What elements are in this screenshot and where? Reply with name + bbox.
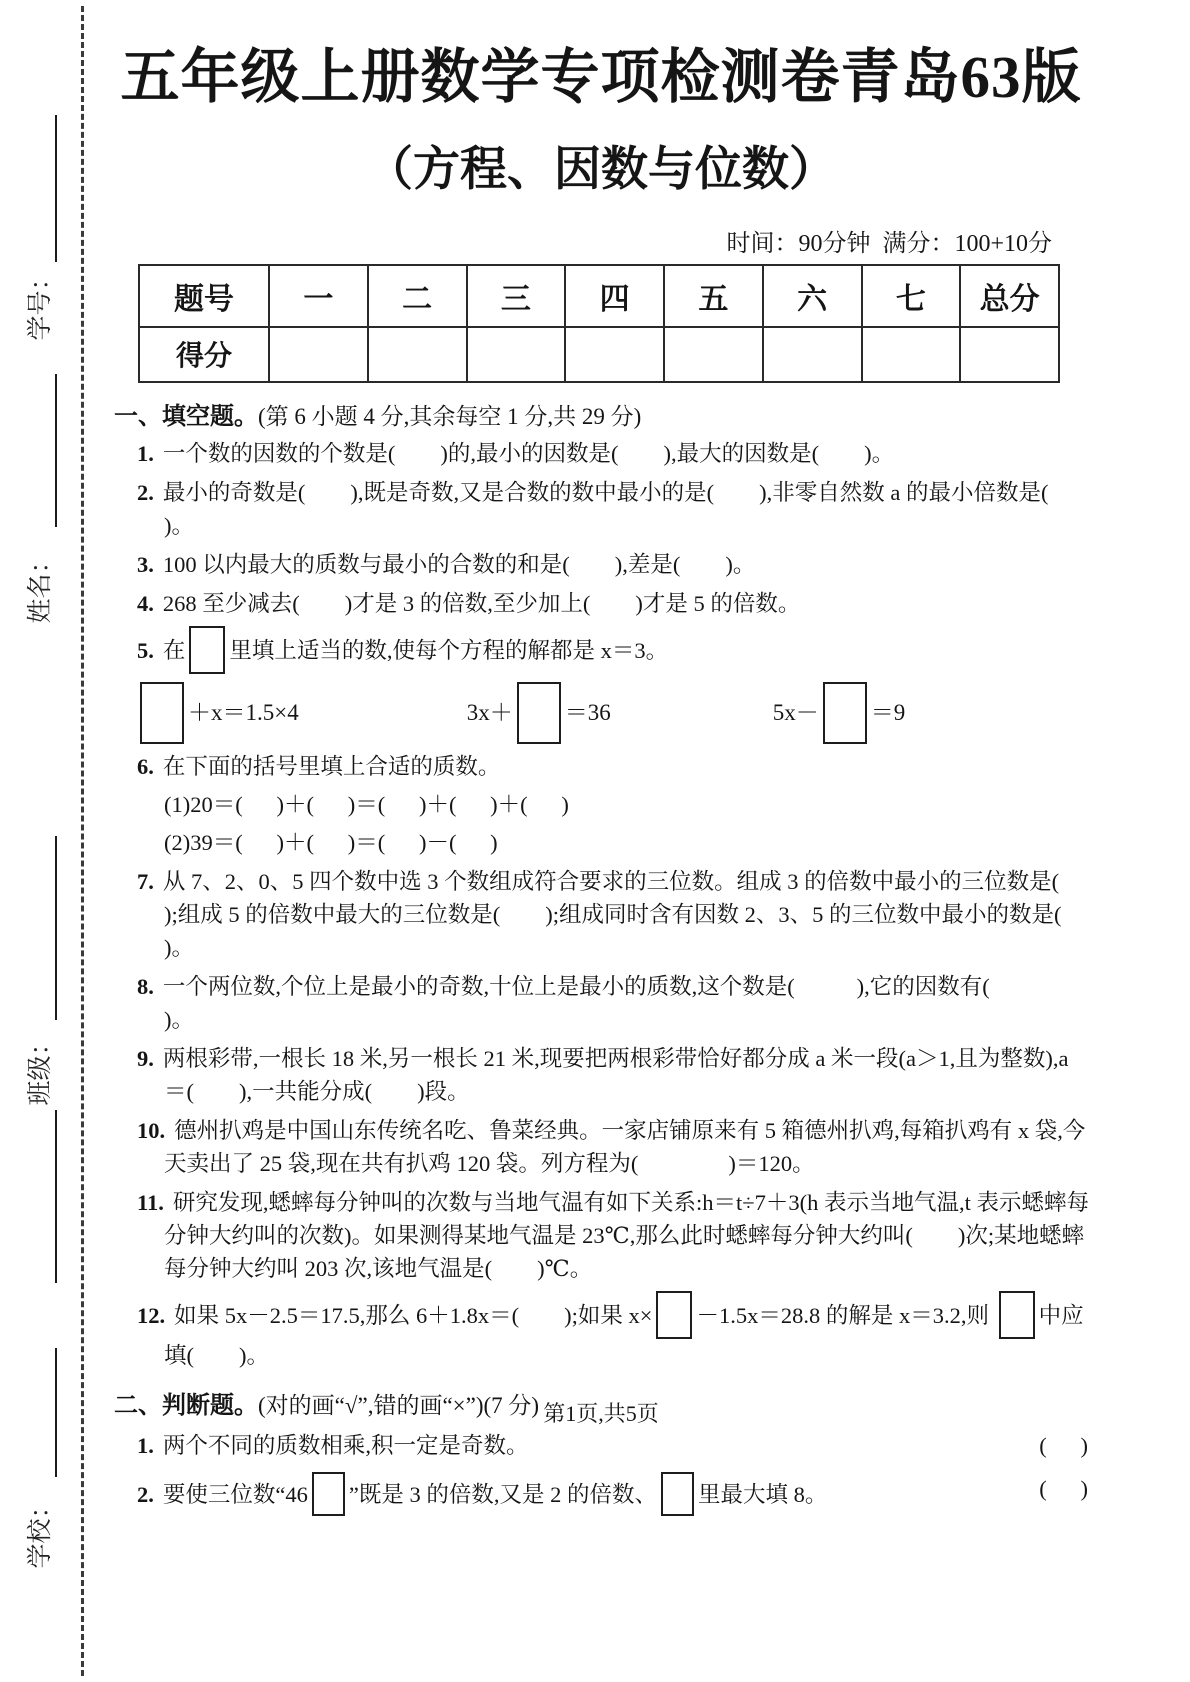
question-number: 6. (137, 753, 154, 779)
question-number: 3. (137, 551, 154, 577)
score-table-header-row (139, 265, 1059, 327)
question-text: 一个数的因数的个数是( )的,最小的因数是( ),最大的因数是( )。 (162, 440, 895, 466)
equation-text: ＋x＝1.5×4 (188, 699, 299, 725)
class-label: 班级： (27, 1030, 54, 1106)
score-table-score-row (139, 327, 1059, 382)
score-header-cell: 题号 (139, 265, 269, 327)
equation-1 (136, 700, 299, 725)
section1-heading-note: (第 6 小题 4 分,其余每空 1 分,共 29 分) (258, 403, 642, 429)
score-cell-empty (664, 327, 763, 382)
write-line (55, 374, 57, 527)
question-10 (112, 1114, 1090, 1180)
question-11 (112, 1186, 1090, 1285)
equation-text: ＝9 (870, 699, 906, 725)
score-header-cell: 四 (565, 265, 664, 327)
question-6 (112, 750, 1090, 783)
equation-row (136, 682, 1090, 744)
question-text: 里最大填 8。 (698, 1481, 828, 1507)
page-title: 五年级上册数学专项检测卷青岛63版 (120, 44, 1082, 110)
question-text: 如果 5x－2.5＝17.5,那么 6＋1.8x＝( );如果 x× (174, 1302, 653, 1328)
fill-box (823, 682, 867, 744)
score-cell-empty (467, 327, 566, 382)
score-header-cell: 六 (763, 265, 862, 327)
time-score-meta: 时间：90分钟 满分：100+10分 (726, 230, 1052, 257)
question-number: 5. (137, 637, 154, 663)
score-cell-empty (862, 327, 961, 382)
page-number-footer: 第1页,共5页 (543, 1400, 659, 1426)
equation-text: ＝36 (564, 699, 611, 725)
question-9 (112, 1042, 1090, 1108)
score-header-cell: 总分 (960, 265, 1059, 327)
question-12 (112, 1291, 1090, 1372)
paper-content (112, 0, 1107, 1516)
question-number: 4. (137, 590, 154, 616)
score-header-cell: 三 (467, 265, 566, 327)
question-number: 1. (137, 1432, 154, 1458)
question-5 (112, 626, 1090, 674)
fill-box (312, 1472, 345, 1516)
question-text: 要使三位数“46 (162, 1481, 308, 1507)
equation-text: 5x－ (772, 699, 819, 725)
fill-box (140, 682, 184, 744)
question-text: 两根彩带,一根长 18 米,另一根长 21 米,现要把两根彩带恰好都分成 a 米一段(a＞1,且为整数),a＝( ),一共能分成( )段。 (162, 1045, 1069, 1104)
student-id-label: 学号： (27, 265, 54, 341)
question-4 (112, 587, 1090, 620)
write-line (55, 1110, 57, 1283)
question-number: 1. (137, 440, 154, 466)
judge-question-1 (112, 1429, 1090, 1463)
fill-box (999, 1291, 1035, 1339)
question-text: 一个两位数,个位上是最小的奇数,十位上是最小的质数,这个数是( ),它的因数有( )。 (162, 973, 1075, 1032)
question-3 (112, 548, 1090, 581)
school-label: 学校： (27, 1493, 54, 1569)
section1-heading-title: 一、填空题。 (114, 403, 258, 430)
section2-heading-note: (对的画“√”,错的画“×”)(7 分) (258, 1392, 540, 1418)
write-line (55, 836, 57, 1020)
fill-box (189, 626, 225, 674)
section1-heading (114, 396, 1090, 431)
fill-box (517, 682, 561, 744)
answer-paren: ( ) (1039, 1475, 1088, 1501)
score-cell-empty (763, 327, 862, 382)
question-text: 268 至少减去( )才是 3 的倍数,至少加上( )才是 5 的倍数。 (162, 590, 801, 616)
write-line (55, 1348, 57, 1477)
question-text: －1.5x＝28.8 的解是 x＝3.2,则 (696, 1302, 989, 1328)
question-6-sub1: (1)20＝( )＋( )＝( )＋( )＋( ) (164, 791, 569, 817)
question-text: 德州扒鸡是中国山东传统名吃、鲁菜经典。一家店铺原来有 5 箱德州扒鸡,每箱扒鸡有 x 袋,今天卖出了 25 袋,现在共有扒鸡 120 袋。列方程为( )＝120。 (164, 1117, 1086, 1176)
fill-box (656, 1291, 692, 1339)
question-number: 7. (137, 868, 154, 894)
question-text: 在 (162, 637, 186, 663)
score-header-cell: 一 (269, 265, 368, 327)
score-header-cell: 二 (368, 265, 467, 327)
score-header-cell: 七 (862, 265, 961, 327)
question-text: 里填上适当的数,使每个方程的解都是 x＝3。 (229, 637, 669, 663)
question-number: 12. (137, 1302, 166, 1328)
dashed-cut-line (81, 6, 84, 1676)
question-text: 中应填( )。 (164, 1302, 1084, 1368)
question-number: 11. (137, 1189, 164, 1215)
answer-paren: ( ) (1039, 1432, 1088, 1458)
question-number: 9. (137, 1045, 154, 1071)
judge-question-2 (112, 1472, 1090, 1516)
question-number: 2. (137, 479, 154, 505)
question-8 (112, 970, 1090, 1036)
score-cell-empty (565, 327, 664, 382)
equation-2 (467, 700, 611, 725)
question-2 (112, 476, 1094, 542)
question-text: 研究发现,蟋蟀每分钟叫的次数与当地气温有如下关系:h＝t÷7＋3(h 表示当地气温,t 表示蟋蟀每分钟大约叫的次数)。如果测得某地气温是 23℃,那么此时蟋蟀每分钟大约叫( )次;某地蟋蟀每分钟大约叫 203 次,该地气温是( )℃。 (164, 1189, 1089, 1281)
question-text: 两个不同的质数相乘,积一定是奇数。 (162, 1432, 529, 1458)
score-cell-empty (368, 327, 467, 382)
question-6-sub2: (2)39＝( )＋( )＝( )－( ) (164, 829, 498, 855)
question-text: 最小的奇数是( ),既是奇数,又是合数的数中最小的是( ),非零自然数 a 的最小倍数是( )。 (162, 479, 1094, 538)
question-number: 8. (137, 973, 154, 999)
name-label: 姓名： (27, 548, 54, 624)
page-subtitle: （方程、因数与位数） (366, 143, 836, 196)
score-cell-empty (960, 327, 1059, 382)
question-text: 从 7、2、0、5 四个数中选 3 个数组成符合要求的三位数。组成 3 的倍数中最小的三位数是( );组成 5 的倍数中最大的三位数是( );组成同时含有因数 2、3、5 的三位数中最小的数是( )。 (162, 868, 1107, 960)
score-cell-empty (269, 327, 368, 382)
question-1 (112, 437, 1090, 470)
score-table (138, 264, 1060, 383)
question-text: 在下面的括号里填上合适的质数。 (162, 753, 501, 779)
section2-heading-title: 二、判断题。 (114, 1392, 258, 1419)
question-number: 10. (137, 1117, 166, 1143)
fill-box (661, 1472, 694, 1516)
question-7 (112, 865, 1107, 964)
equation-text: 3x＋ (466, 699, 513, 725)
score-header-cell: 五 (664, 265, 763, 327)
write-line (55, 115, 57, 262)
equation-3 (773, 700, 906, 725)
score-row-label: 得分 (139, 327, 269, 382)
question-text: ”既是 3 的倍数,又是 2 的倍数、 (348, 1481, 657, 1507)
question-text: 100 以内最大的质数与最小的合数的和是( ),差是( )。 (162, 551, 756, 577)
question-number: 2. (137, 1481, 154, 1507)
